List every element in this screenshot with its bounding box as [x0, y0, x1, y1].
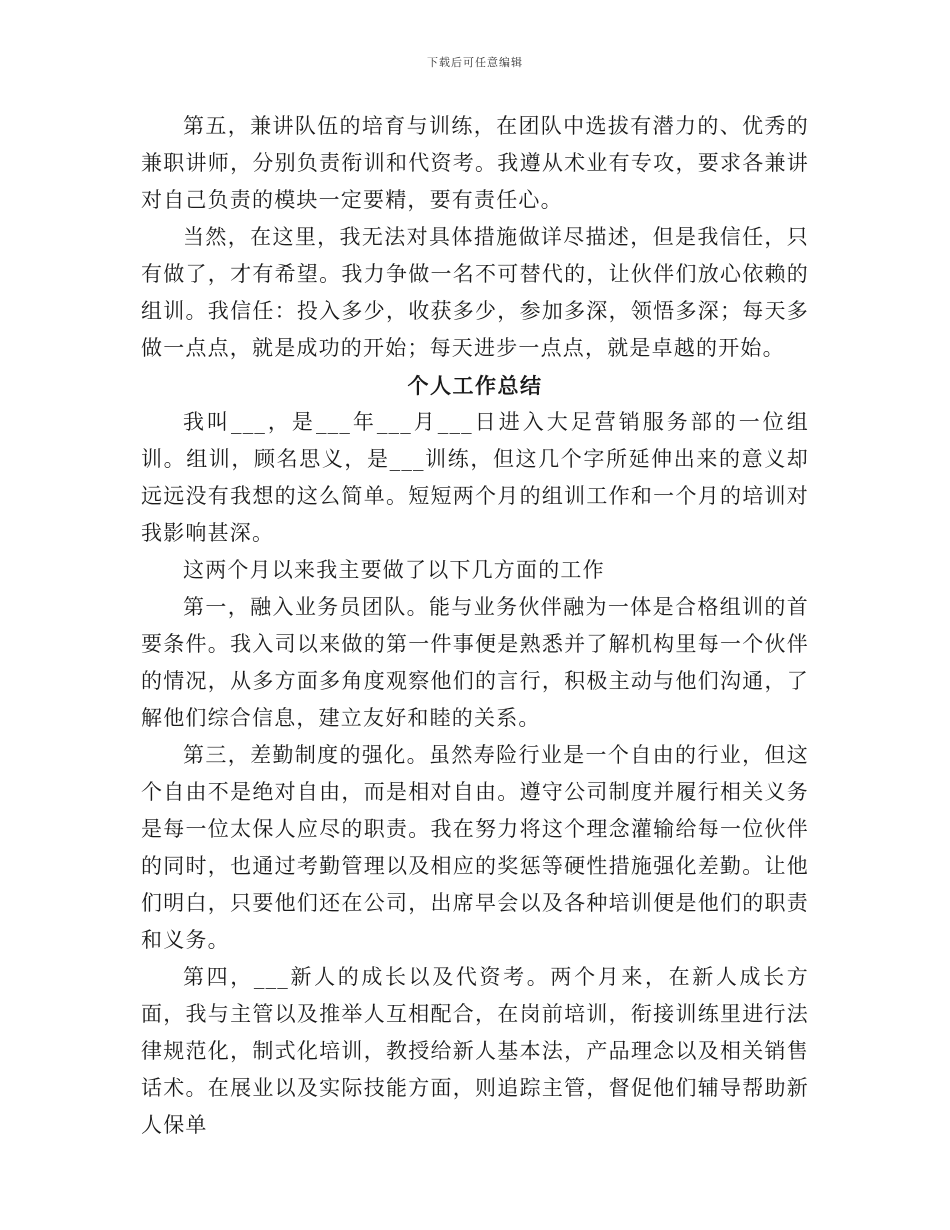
paragraph-fourth-point: 第四，___新人的成长以及代资考。两个月来，在新人成长方面，我与主管以及推举人互相配合，在岗前培训，衔接训练里进行法律规范化，制式化培训，教授给新人基本法，产品理念以及相关销售话术。在展业以及实际技能方面，则追踪主管，督促他们辅导帮助新人保单: [141, 965, 809, 1137]
paragraph-conclusion: 当然，在这里，我无法对具体措施做详尽描述，但是我信任，只有做了，才有希望。我力争做一名不可替代的，让伙伴们放心依赖的组训。我信任：投入多少，收获多少，参加多深，领悟多深；每天多做一点点，就是成功的开始；每天进步一点点，就是卓越的开始。: [141, 225, 809, 360]
paragraph-introduction: 我叫___，是___年___月___日进入大足营销服务部的一位组训。组训，顾名思义，是___训练，但这几个字所延伸出来的意义却远远没有我想的这么简单。短短两个月的组训工作和一个月的培训对我影响甚深。: [141, 410, 809, 545]
paragraph-fifth-point: 第五，兼讲队伍的培育与训练，在团队中选拔有潜力的、优秀的兼职讲师，分别负责衔训和代资考。我遵从术业有专攻，要求各兼讲对自己负责的模块一定要精，要有责任心。: [141, 114, 809, 212]
section-title: 个人工作总结: [407, 373, 543, 398]
document-body: [141, 108, 809, 1144]
page-header-note: 下载后可任意编辑: [427, 56, 523, 69]
paragraph-work-overview: 这两个月以来我主要做了以下几方面的工作: [183, 558, 605, 582]
paragraph-third-point: 第三，差勤制度的强化。虽然寿险行业是一个自由的行业，但这个自由不是绝对自由，而是相对自由。遵守公司制度并履行相关义务是每一位太保人应尽的职责。我在努力将这个理念灌输给每一位伙伴的同时，也通过考勤管理以及相应的奖惩等硬性措施强化差勤。让他们明白，只要他们还在公司，出席早会以及各种培训便是他们的职责和义务。: [141, 743, 809, 952]
paragraph-first-point: 第一，融入业务员团队。能与业务伙伴融为一体是合格组训的首要条件。我入司以来做的第一件事便是熟悉并了解机构里每一个伙伴的情况，从多方面多角度观察他们的言行，积极主动与他们沟通，了解他们综合信息，建立友好和睦的关系。: [141, 595, 809, 730]
